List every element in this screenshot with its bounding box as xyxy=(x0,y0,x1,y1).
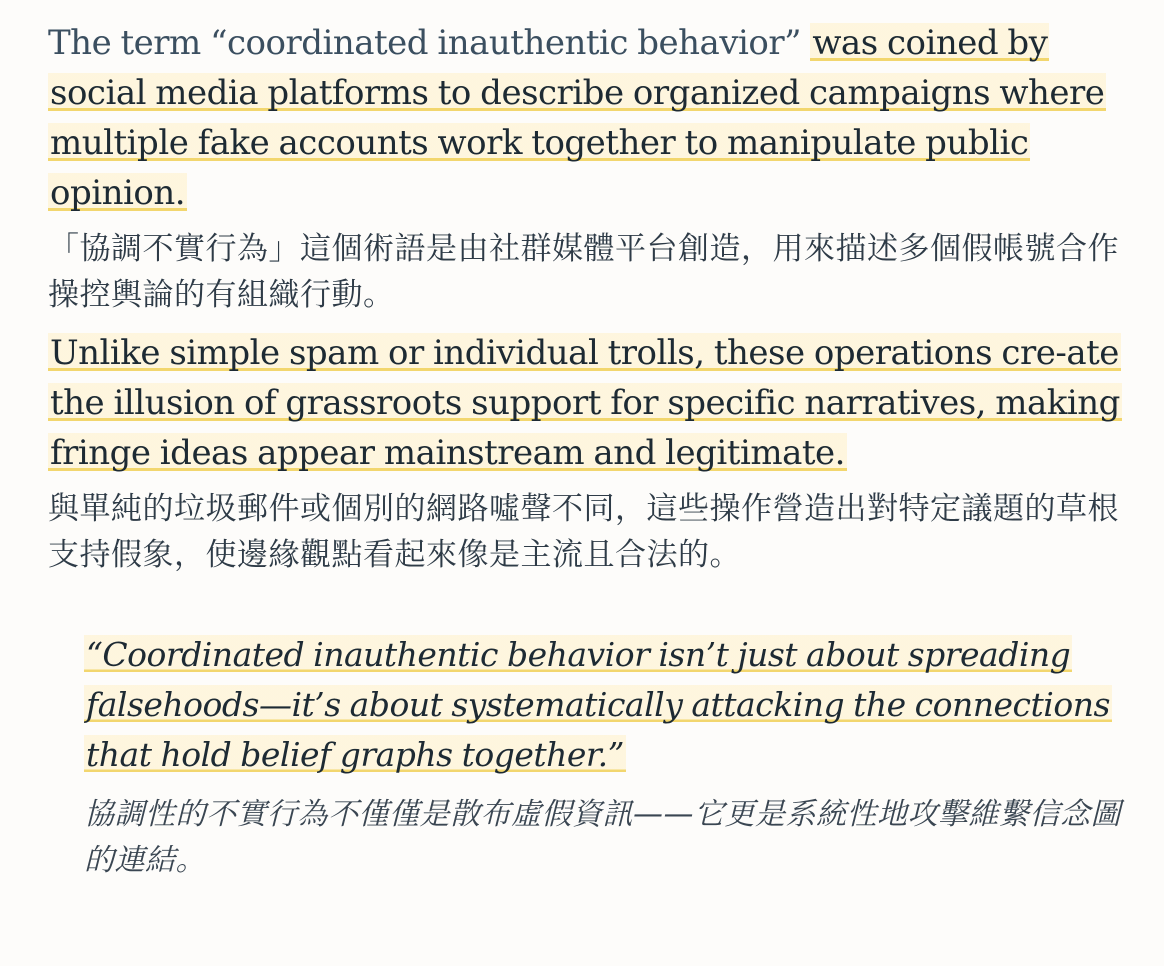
paragraph-1-highlight[interactable]: was coined by social media platforms to describe organized campaigns where multiple fake accounts work together to manipulate public opinion. xyxy=(50,23,1105,213)
quote-translation: 協調性的不實行為不僅僅是散布虛假資訊——它更是系統性地攻擊維繫信念圖的連結。 xyxy=(84,797,1121,878)
paragraph-1-english xyxy=(48,18,1138,218)
paragraph-2-highlight[interactable]: Unlike simple spam or individual trolls, these operations cre-ate the illusion of grassroots support for specific narratives, making fringe ideas appear mainstream and legitimate. xyxy=(50,333,1120,473)
quote-highlight[interactable]: “Coordinated inauthentic behavior isn’t just about spreading falsehoods—it’s about systematically attacking the connections that hold belief graphs together.” xyxy=(86,635,1110,774)
document-body xyxy=(48,18,1138,884)
paragraph-1-intro: The term “coordinated inauthentic behavior” xyxy=(48,23,802,63)
quote-english xyxy=(84,630,1138,780)
paragraph-1-translation: 「協調不實行為」這個術語是由社群媒體平台創造，用來描述多個假帳號合作操控輿論的有組織行動。 xyxy=(48,231,1119,313)
paragraph-2-english xyxy=(48,328,1138,478)
paragraph-2-translation: 與單純的垃圾郵件或個別的網路噓聲不同，這些操作營造出對特定議題的草根支持假象，使邊緣觀點看起來像是主流且合法的。 xyxy=(48,491,1119,573)
blockquote xyxy=(48,630,1138,884)
